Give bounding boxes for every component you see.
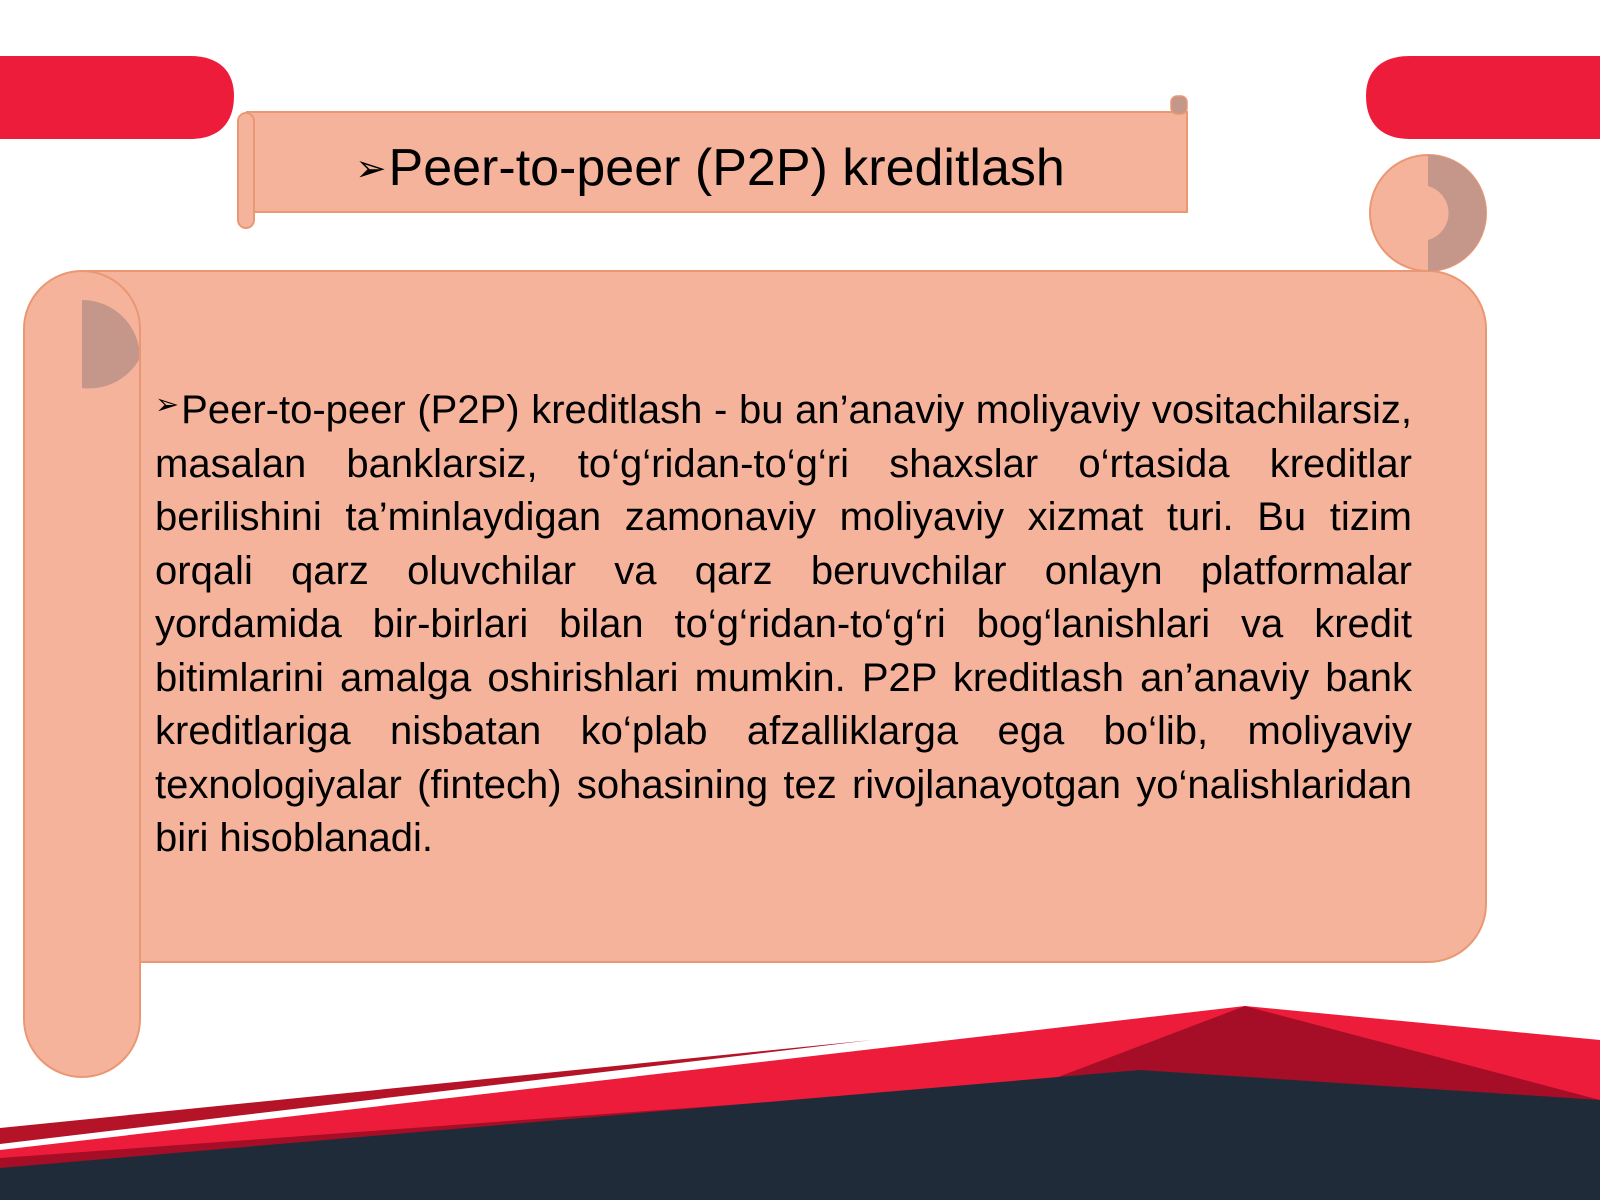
body-text-content: Peer-to-peer (P2P) kreditlash - bu an’anaviy moliyaviy vositachilarsiz, masalan banklarsiz, to‘g‘ridan-to‘g‘ri shaxslar o‘rtasida kreditlar berilishini ta’minlaydigan zamonaviy moliyaviy xizmat turi. Bu tizim orqali qarz oluvchilar va qarz beruvchilar onlayn platformalar yordamida bir-birlari bilan to‘g‘ridan-to‘g‘ri bog‘lanishlari va kredit bitimlarini amalga oshirishlari mumkin. P2P kreditlash an’anaviy bank kreditlariga nisbatan ko‘plab afzalliklarga ega bo‘lib, moliyaviy texnologiyalar (fintech) sohasining tez rivojlanayotgan yo‘nalishlaridan biri hisoblanadi. (155, 388, 1412, 861)
slide-title-label: Peer-to-peer (P2P) kreditlash (388, 139, 1065, 197)
arrow-bullet-icon: ➢ (155, 387, 180, 421)
arrow-bullet-icon: ➢ (355, 146, 387, 190)
slide-title (250, 128, 1170, 208)
top-right-red-bar (1366, 56, 1600, 139)
top-left-red-bar (0, 56, 234, 139)
body-paragraph (155, 378, 1412, 866)
